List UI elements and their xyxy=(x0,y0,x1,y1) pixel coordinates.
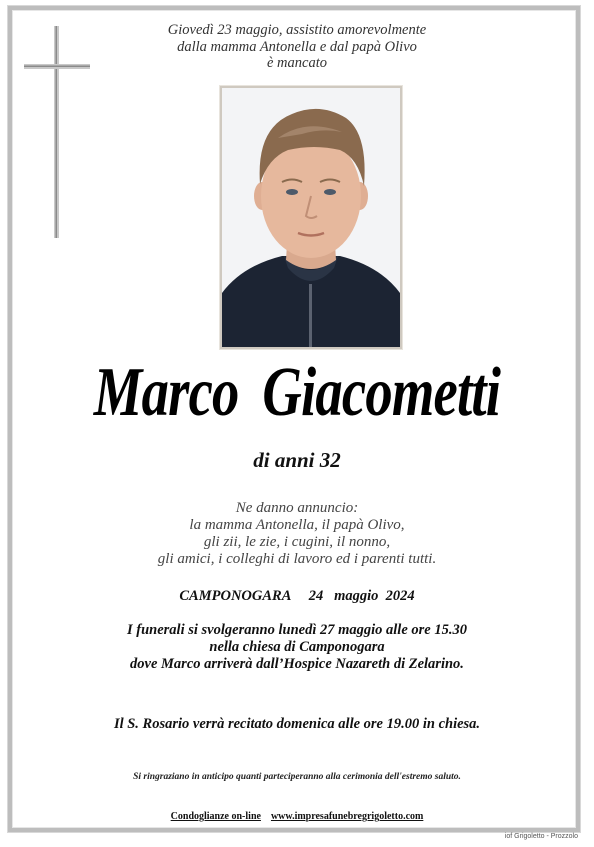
announcement-line: Ne danno annuncio: xyxy=(235,500,359,516)
funeral-line: nella chiesa di Camponogara xyxy=(209,639,385,655)
thanks-note: Si ringraziano in anticipo quanti parteciperanno alla cerimonia dell'estremo saluto. xyxy=(133,772,461,782)
funeral-line: I funerali si svolgeranno lunedì 27 maggio alle ore 15.30 xyxy=(127,622,467,638)
deceased-name: Marco Giacometti xyxy=(93,354,501,431)
intro-line: dalla mamma Antonella e dal papà Olivo xyxy=(177,38,417,55)
condolences-label: Condoglianze on-line xyxy=(170,811,261,822)
funeral-info xyxy=(0,622,594,673)
announcement-line: gli amici, i colleghi di lavoro ed i parenti tutti. xyxy=(157,551,437,567)
funeral-home-credit: iof Grigoletto - Prozzolo xyxy=(504,833,578,840)
announcement-text xyxy=(0,500,594,568)
announcement-line: gli zii, le zie, i cugini, il nonno, xyxy=(203,534,391,550)
portrait-photo xyxy=(220,86,402,349)
intro-line: è mancato xyxy=(267,55,327,71)
funeral-line: dove Marco arriverà dall’Hospice Nazareth di Zelarino. xyxy=(130,656,464,672)
intro-line: Giovedì 23 maggio, assistito amorevolmente xyxy=(167,22,427,38)
deceased-age: di anni 32 xyxy=(253,448,341,472)
rosary-info: Il S. Rosario verrà recitato domenica alle ore 19.00 in chiesa. xyxy=(113,716,481,732)
condolences-line xyxy=(0,811,594,822)
portrait-illustration xyxy=(222,88,400,347)
place-date: CAMPONOGARA 24 maggio 2024 xyxy=(179,588,415,604)
announcement-line: la mamma Antonella, il papà Olivo, xyxy=(189,517,405,533)
condolences-link[interactable]: www.impresafunebregrigoletto.com xyxy=(270,811,424,822)
intro-text xyxy=(0,22,594,72)
